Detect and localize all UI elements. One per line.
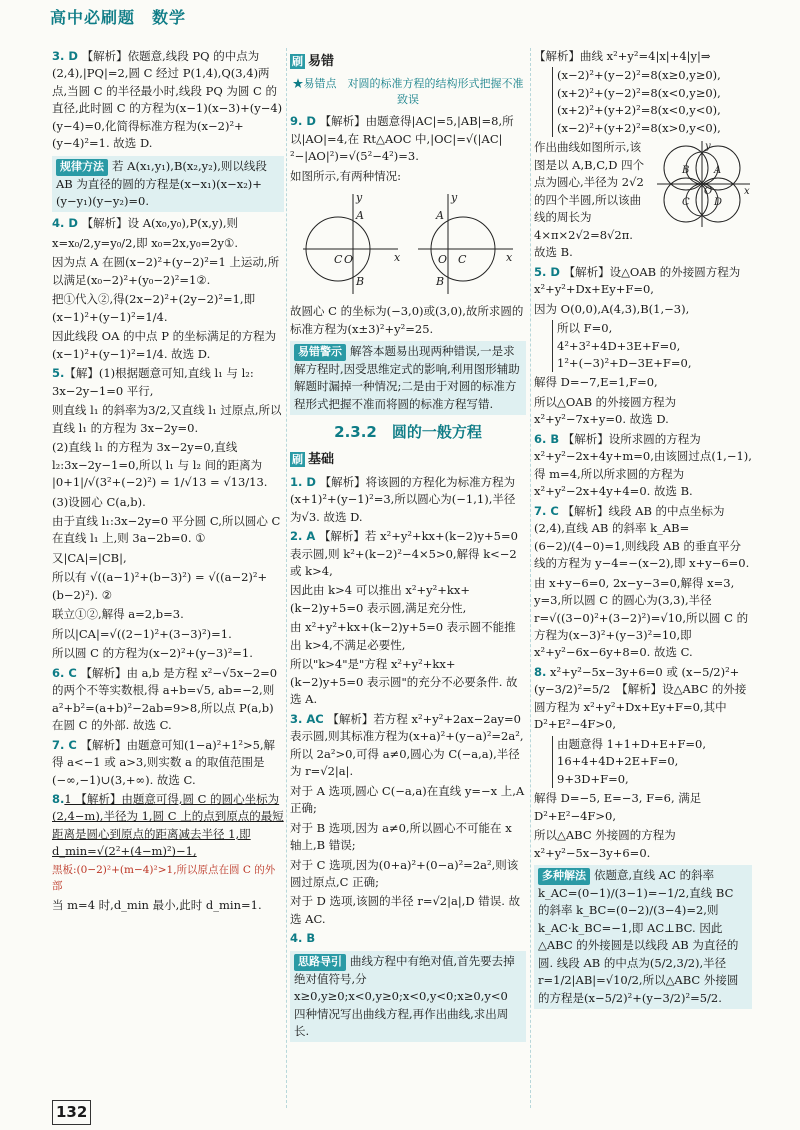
q4-line: 因此线段 OA 的中点 P 的坐标满足的方程为(x−1)²+(y−1)²=1/4. 故选 D.: [52, 329, 277, 361]
label-b-2: B: [436, 275, 445, 289]
answer-q2: 2. A 【解析】若 x²+y²+kx+(k−2)y+5=0 表示圆,则 k²+(k−2)²−4×5>0,解得 k<−2 或 k>4,: [290, 529, 518, 579]
method-tip: 规律方法 若 A(x₁,y₁),B(x₂,y₂),则以线段 AB 为直径的圆的方程是(x−x₁)(x−x₂)+(y−y₁)(y−y₂)=0.: [52, 156, 284, 213]
q8-system: 由题意得 1+1+D+E+F=0, 16+4+4D+2E+F=0, 9+3D+F=0,: [552, 736, 752, 788]
q5-line: 所以有 √((a−1)²+(b−3)²) = √((a−2)²+(b−2)²). ②: [52, 570, 268, 602]
fig4-label-x: x: [744, 186, 750, 198]
q2-line: 由 x²+y²+kx+(k−2)y+5=0 表示圆不能推出 k>4,不满足必要性,: [290, 620, 516, 652]
thinking-guide: 思路导引 曲线方程中有绝对值,首先要去掉绝对值符号,分 x≥0,y≥0;x<0,y≥0;x<0,y<0;x≥0,y<0 四种情况写出曲线方程,再作出曲线,求出周长.: [290, 951, 526, 1043]
blackboard-note: 黑板:(0−2)²+(m−4)²>1,所以原点在圆 C 的外部: [52, 863, 276, 892]
q3-line: 对于 B 选项,因为 a≠0,所以圆心不可能在 x 轴上,B 错误;: [290, 820, 512, 853]
multiple-methods: 多种解法 依题意,直线 AC 的斜率 k_AC=(0−1)/(3−1)=−1/2,直线 BC 的斜率 k_BC=(0−2)/(3−4)=2,则 k_AC·k_BC=−1,即 AC⊥BC. 因此△ABC 的外接圆是以线段 AB 为直径的圆. 线段 AB 的中点为(5/2,3/2),半径 r=1/2|AB|=√10/2,所以△ABC 外接圆的方程是(x−5/2)²+(y−3/2)²=5/2.: [534, 865, 752, 1009]
q5c-line: 解得 D=−7,E=1,F=0,: [534, 375, 658, 390]
label-a-1: A: [356, 209, 364, 223]
label-x-1: x: [394, 251, 401, 265]
q5c-line: 所以△OAB 的外接圆方程为 x²+y²−7x+y=0. 故选 D.: [534, 394, 677, 427]
section-title: 2.3.2 圆的一般方程: [334, 423, 482, 442]
answer-q7: 7. C 【解析】由题意可知(1−a)²+1²>5,解得 a<−1 或 a>3,则实数 a 的取值范围是(−∞,−1)∪(3,+∞). 故选 C.: [52, 737, 276, 787]
q5-line: 联立①②,解得 a=2,b=3.: [52, 607, 184, 622]
column-left: [52, 48, 284, 1108]
q5-line: 则直线 l₁ 的斜率为3/2,又直线 l₁ 过原点,所以直线 l₁ 的方程为 3x−2y=0.: [52, 403, 282, 435]
q7c-line: 由 x+y−6=0, 2x−y−3=0,解得 x=3, y=3,所以圆 C 的圆心为(3,3),半径 r=√((3−0)²+(3−2)²)=√10,所以圆 C 的方程为(x−3)²+(y−3)²=10,即 x²+y²−6x−6y+8=0. 故选 C.: [534, 575, 749, 660]
label-b-1: B: [356, 275, 365, 289]
q5-line: (3)设圆心 C(a,b).: [52, 494, 146, 509]
two-circles-figure: [298, 189, 518, 299]
q8-line: 当 m=4 时,d_min 最小,此时 d_min=1.: [52, 897, 262, 912]
q4-solution-line: 【解析】曲线 x²+y²=4|x|+4|y|⇒: [534, 49, 711, 63]
answer-q8: 8.1 【解析】由题意可得,圆 C 的圆心坐标为(2,4−m),半径为 1,圆 C 上的点到原点的最短距离是圆心到原点的距离减去半径 1,即 d_min=√(2²+(4−m)²)−1,: [52, 792, 284, 859]
column-divider: [286, 48, 287, 1108]
q2-line: 所以"k>4"是"方程 x²+y²+kx+(k−2)y+5=0 表示圆"的充分不必要条件. 故选 A.: [290, 657, 518, 707]
q4-conclusion: 作出曲线如图所示,该图是以 A,B,C,D 四个点为圆心,半径为 2√2 的四个半圆,所以该曲线的周长为 4×π×2√2=8√2π. 故选 B.: [534, 140, 645, 260]
q5-line: 所以圆 C 的方程为(x−2)²+(y−3)²=1.: [52, 646, 253, 661]
answer-q3: 3. D 【解析】依题意,线段 PQ 的中点为(2,4),|PQ|=2,圆 C 经过 P(1,4),Q(3,4)两点,当圆 C 的半径最小时,线段 PQ 为圆 C 的直径,此时圆 C 的方程为(x−1)(x−3)+(y−4)(y−4)=0,化简得标准方程为(x−2)²+(y−4)²=1. 故选 D.: [52, 49, 283, 151]
error-point: ★易错点 对圆的标准方程的结构形式把握不准致误: [292, 76, 524, 107]
answer-q5c: 5. D 【解析】设△OAB 的外接圆方程为 x²+y²+Dx+Ey+F=0,: [534, 264, 741, 297]
q5-line: 所以|CA|=√((2−1)²+(3−3)²)=1.: [52, 626, 232, 641]
piecewise-system: (x−2)²+(y−2)²=8(x≥0,y≥0), (x+2)²+(y−2)²=8(x<0,y≥0), (x+2)²+(y+2)²=8(x<0,y<0), (x−2)²+(y+2)²=8(x>0,y<0),: [552, 67, 752, 137]
fig4-label-b: B: [682, 165, 690, 177]
q5c-line: 因为 O(0,0),A(4,3),B(1,−3),: [534, 301, 690, 316]
column-divider: [530, 48, 531, 1108]
page-header: 高中必刷题 数学: [50, 8, 187, 27]
label-x-2: x: [506, 251, 513, 265]
label-c-1: C: [334, 253, 343, 267]
answer-q1: 1. D 【解析】将该圆的方程化为标准方程为(x+1)²+(y−1)²=3,所以圆心为(−1,1),半径为√3. 故选 D.: [290, 474, 516, 524]
column-middle: [290, 48, 526, 1108]
fig4-label-y: y: [705, 141, 711, 153]
answer-q9: 9. D 【解析】由题意得|AC|=5,|AB|=8,所以|AO|=4,在 Rt△AOC 中,|OC|=√(|AC|²−|AO|²)=√(5²−4²)=3.: [290, 114, 514, 164]
answer-q4: 4. D 【解析】设 A(x₀,y₀),P(x,y),则: [52, 216, 239, 231]
answer-q3b: 3. AC 【解析】若方程 x²+y²+2ax−2ay=0 表示圆,则其标准方程为(x+a)²+(y−a)²=2a²,所以 2a²>0,可得 a≠0,圆心为 C(−a,a),半径为 r=√2|a|.: [290, 711, 524, 779]
four-semicircle-figure: [652, 139, 752, 229]
q3-line: 对于 D 选项,该圆的半径 r=√2|a|,D 错误. 故选 AC.: [290, 894, 521, 926]
q2-line: 因此由 k>4 可以推出 x²+y²+kx+(k−2)y+5=0 表示圆,满足充分性,: [290, 583, 470, 615]
label-a-2: A: [436, 209, 444, 223]
q3-line: 对于 A 选项,圆心 C(−a,a)在直线 y=−x 上,A 正确;: [290, 783, 525, 816]
label-y-2: y: [451, 191, 458, 205]
label-o-2: O: [438, 253, 448, 267]
answer-q4b: 4. B: [290, 931, 316, 946]
answer-q6: 6. C 【解析】由 a,b 是方程 x²−√5x−2=0 的两个不等实数根,得 a+b=√5, ab=−2,则 a²+b²=(a+b)²−2ab=9>8,所以点 P(a,b)在圆 C 的外部. 故选 C.: [52, 665, 278, 733]
fig4-label-d: D: [714, 197, 723, 209]
q3-line: 对于 C 选项,因为(0+a)²+(0−a)²=2a²,则该圆过原点,C 正确;: [290, 857, 519, 889]
error-warning: 易错警示 解答本题易出现两种错误,一是求解方程时,因受思维定式的影响,利用图形辅助解题时漏掉一种情况;二是由于对圆的标准方程形式把握不准而将圆的标准方程写错.: [290, 341, 526, 415]
answer-q7c: 7. C 【解析】线段 AB 的中点坐标为(2,4),直线 AB 的斜率 k_AB=(6−2)/(4−0)=1,则线段 AB 的垂直平分线的方程为 y−4=−(x−2),即 x+y−6=0.: [534, 503, 750, 571]
q4-line: x=x₀/2,y=y₀/2,即 x₀=2x,y₀=2y①.: [52, 235, 239, 250]
answer-q6c: 6. B 【解析】设所求圆的方程为 x²+y²−2x+4y+m=0,由该圆过点(1,−1),得 m=4,所以所求圆的方程为 x²+y²−2x+4y+4=0. 故选 B.: [534, 431, 752, 499]
fig4-label-o: O: [704, 186, 713, 198]
q4-line: 把①代入②,得(2x−2)²+(2y−2)²=1,即(x−1)²+(y−1)²=1/4.: [52, 292, 256, 324]
answer-q5: 5.【解】(1)根据题意可知,直线 l₁ 与 l₂: 3x−2y−1=0 平行,: [52, 366, 254, 398]
answer-q8c: 8. x²+y²−5x−3y+6=0 或 (x−5/2)²+(y−3/2)²=5/2 【解析】设△ABC 的外接圆方程为 x²+y²+Dx+Ey+F=0,其中 D²+E²−4F>0,: [534, 664, 747, 732]
label-y-1: y: [356, 191, 363, 205]
label-o-1: O: [344, 253, 354, 267]
section-jichu: 刷 基础: [292, 451, 335, 467]
section-yicuo: 刷 易错: [292, 54, 335, 69]
q4-line: 因为点 A 在圆(x−2)²+(y−2)²=1 上运动,所以满足(x₀−2)²+(y₀−2)²=1②.: [52, 255, 280, 287]
fig4-label-a: A: [714, 165, 722, 177]
q5-line: 由于直线 l₁:3x−2y=0 平分圆 C,所以圆心 C 在直线 l₁ 上,则 3a−2b=0. ①: [52, 513, 281, 546]
fig4-label-c: C: [682, 197, 690, 209]
page-number: 132: [52, 1100, 91, 1125]
column-right: [534, 48, 752, 1108]
q5-line: 又|CA|=|CB|,: [52, 550, 127, 565]
q8c-line: 所以△ABC 外接圆的方程为 x²+y²−5x−3y+6=0.: [534, 828, 676, 860]
q9-line: 如图所示,有两种情况:: [290, 168, 402, 183]
label-c-2: C: [458, 253, 467, 267]
q5-line: (2)直线 l₁ 的方程为 3x−2y=0,直线 l₂:3x−2y−1=0,所以 l₁ 与 l₂ 间的距离为 |0+1|/√(3²+(−2)²) = 1/√13 = √13/13.: [52, 440, 268, 490]
q9-conclusion: 故圆心 C 的坐标为(−3,0)或(3,0),故所求圆的标准方程为(x±3)²+y²=25.: [290, 304, 524, 336]
q5-system: 所以 F=0, 4²+3²+4D+3E+F=0, 1²+(−3)²+D−3E+F=0,: [552, 320, 752, 372]
q8c-line: 解得 D=−5, E=−3, F=6, 满足 D²+E²−4F>0,: [534, 791, 702, 823]
